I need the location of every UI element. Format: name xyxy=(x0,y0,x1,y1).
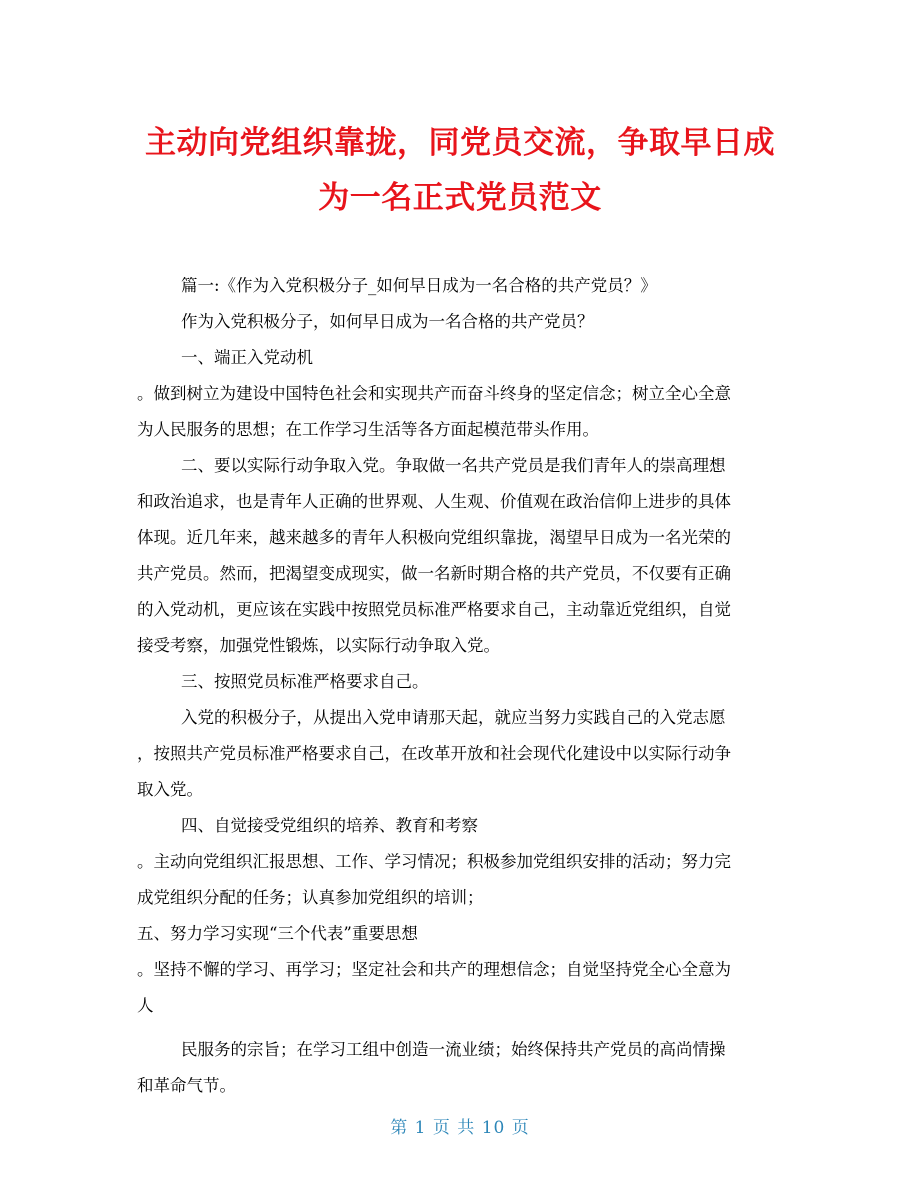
paragraph-line: ，按照共产党员标准严格要求自己，在改革开放和社会现代化建设中以实际行动争 xyxy=(137,744,731,763)
paragraph-line: 四、自觉接受党组织的培养、教育和考察 xyxy=(181,816,478,835)
document-title-line-1: 主动向党组织靠拢，同党员交流，争取早日成 xyxy=(145,125,775,161)
paragraph-line: 取入党。 xyxy=(137,780,203,799)
paragraph-line: 一、端正入党动机 xyxy=(181,348,313,367)
document-body xyxy=(137,268,787,1104)
paragraph-line: 。做到树立为建设中国特色社会和实现共产而奋斗终身的坚定信念；树立全心全意 xyxy=(137,384,731,403)
paragraph-line: 成党组织分配的任务；认真参加党组织的培训； xyxy=(137,888,484,907)
paragraph-line: 和政治追求，也是青年人正确的世界观、人生观、价值观在政治信仰上进步的具体 xyxy=(137,492,731,511)
paragraph-line: 和革命气节。 xyxy=(137,1076,236,1095)
page-number-footer: 第 1 页 共 10 页 xyxy=(390,1118,530,1138)
paragraph-line: 入党的积极分子，从提出入党申请那天起，就应当努力实践自己的入党志愿 xyxy=(181,708,726,727)
paragraph-line: 共产党员。然而，把渴望变成现实，做一名新时期合格的共产党员，不仅要有正确 xyxy=(137,564,731,583)
paragraph-line: 。坚持不懈的学习、再学习；坚定社会和共产的理想信念；自觉坚持党全心全意为 xyxy=(137,960,731,979)
paragraph-line: 接受考察，加强党性锻炼，以实际行动争取入党。 xyxy=(137,636,500,655)
paragraph-line: 三、按照党员标准严格要求自己。 xyxy=(181,672,429,691)
paragraph-line: 的入党动机，更应该在实践中按照党员标准严格要求自己，主动靠近党组织，自觉 xyxy=(137,600,731,619)
paragraph-line: 体现。近几年来，越来越多的青年人积极向党组织靠拢，渴望早日成为一名光荣的 xyxy=(137,528,731,547)
paragraph-line: 五、努力学习实现“三个代表”重要思想 xyxy=(137,924,418,943)
document-title-line-2: 为一名正式党员范文 xyxy=(318,180,602,216)
paragraph-line: 人 xyxy=(137,996,154,1015)
paragraph-line: 民服务的宗旨；在学习工组中创造一流业绩；始终保持共产党员的高尚情操 xyxy=(181,1040,726,1059)
paragraph-line: 。主动向党组织汇报思想、工作、学习情况；积极参加党组织安排的活动；努力完 xyxy=(137,852,731,871)
paragraph-line: 二、要以实际行动争取入党。争取做一名共产党员是我们青年人的崇高理想 xyxy=(181,456,726,475)
paragraph-line: 作为入党积极分子，如何早日成为一名合格的共产党员？ xyxy=(181,312,594,331)
paragraph-line: 篇一:《作为入党积极分子_如何早日成为一名合格的共产党员？》 xyxy=(181,276,657,295)
paragraph-line: 为人民服务的思想；在工作学习生活等各方面起模范带头作用。 xyxy=(137,420,599,439)
